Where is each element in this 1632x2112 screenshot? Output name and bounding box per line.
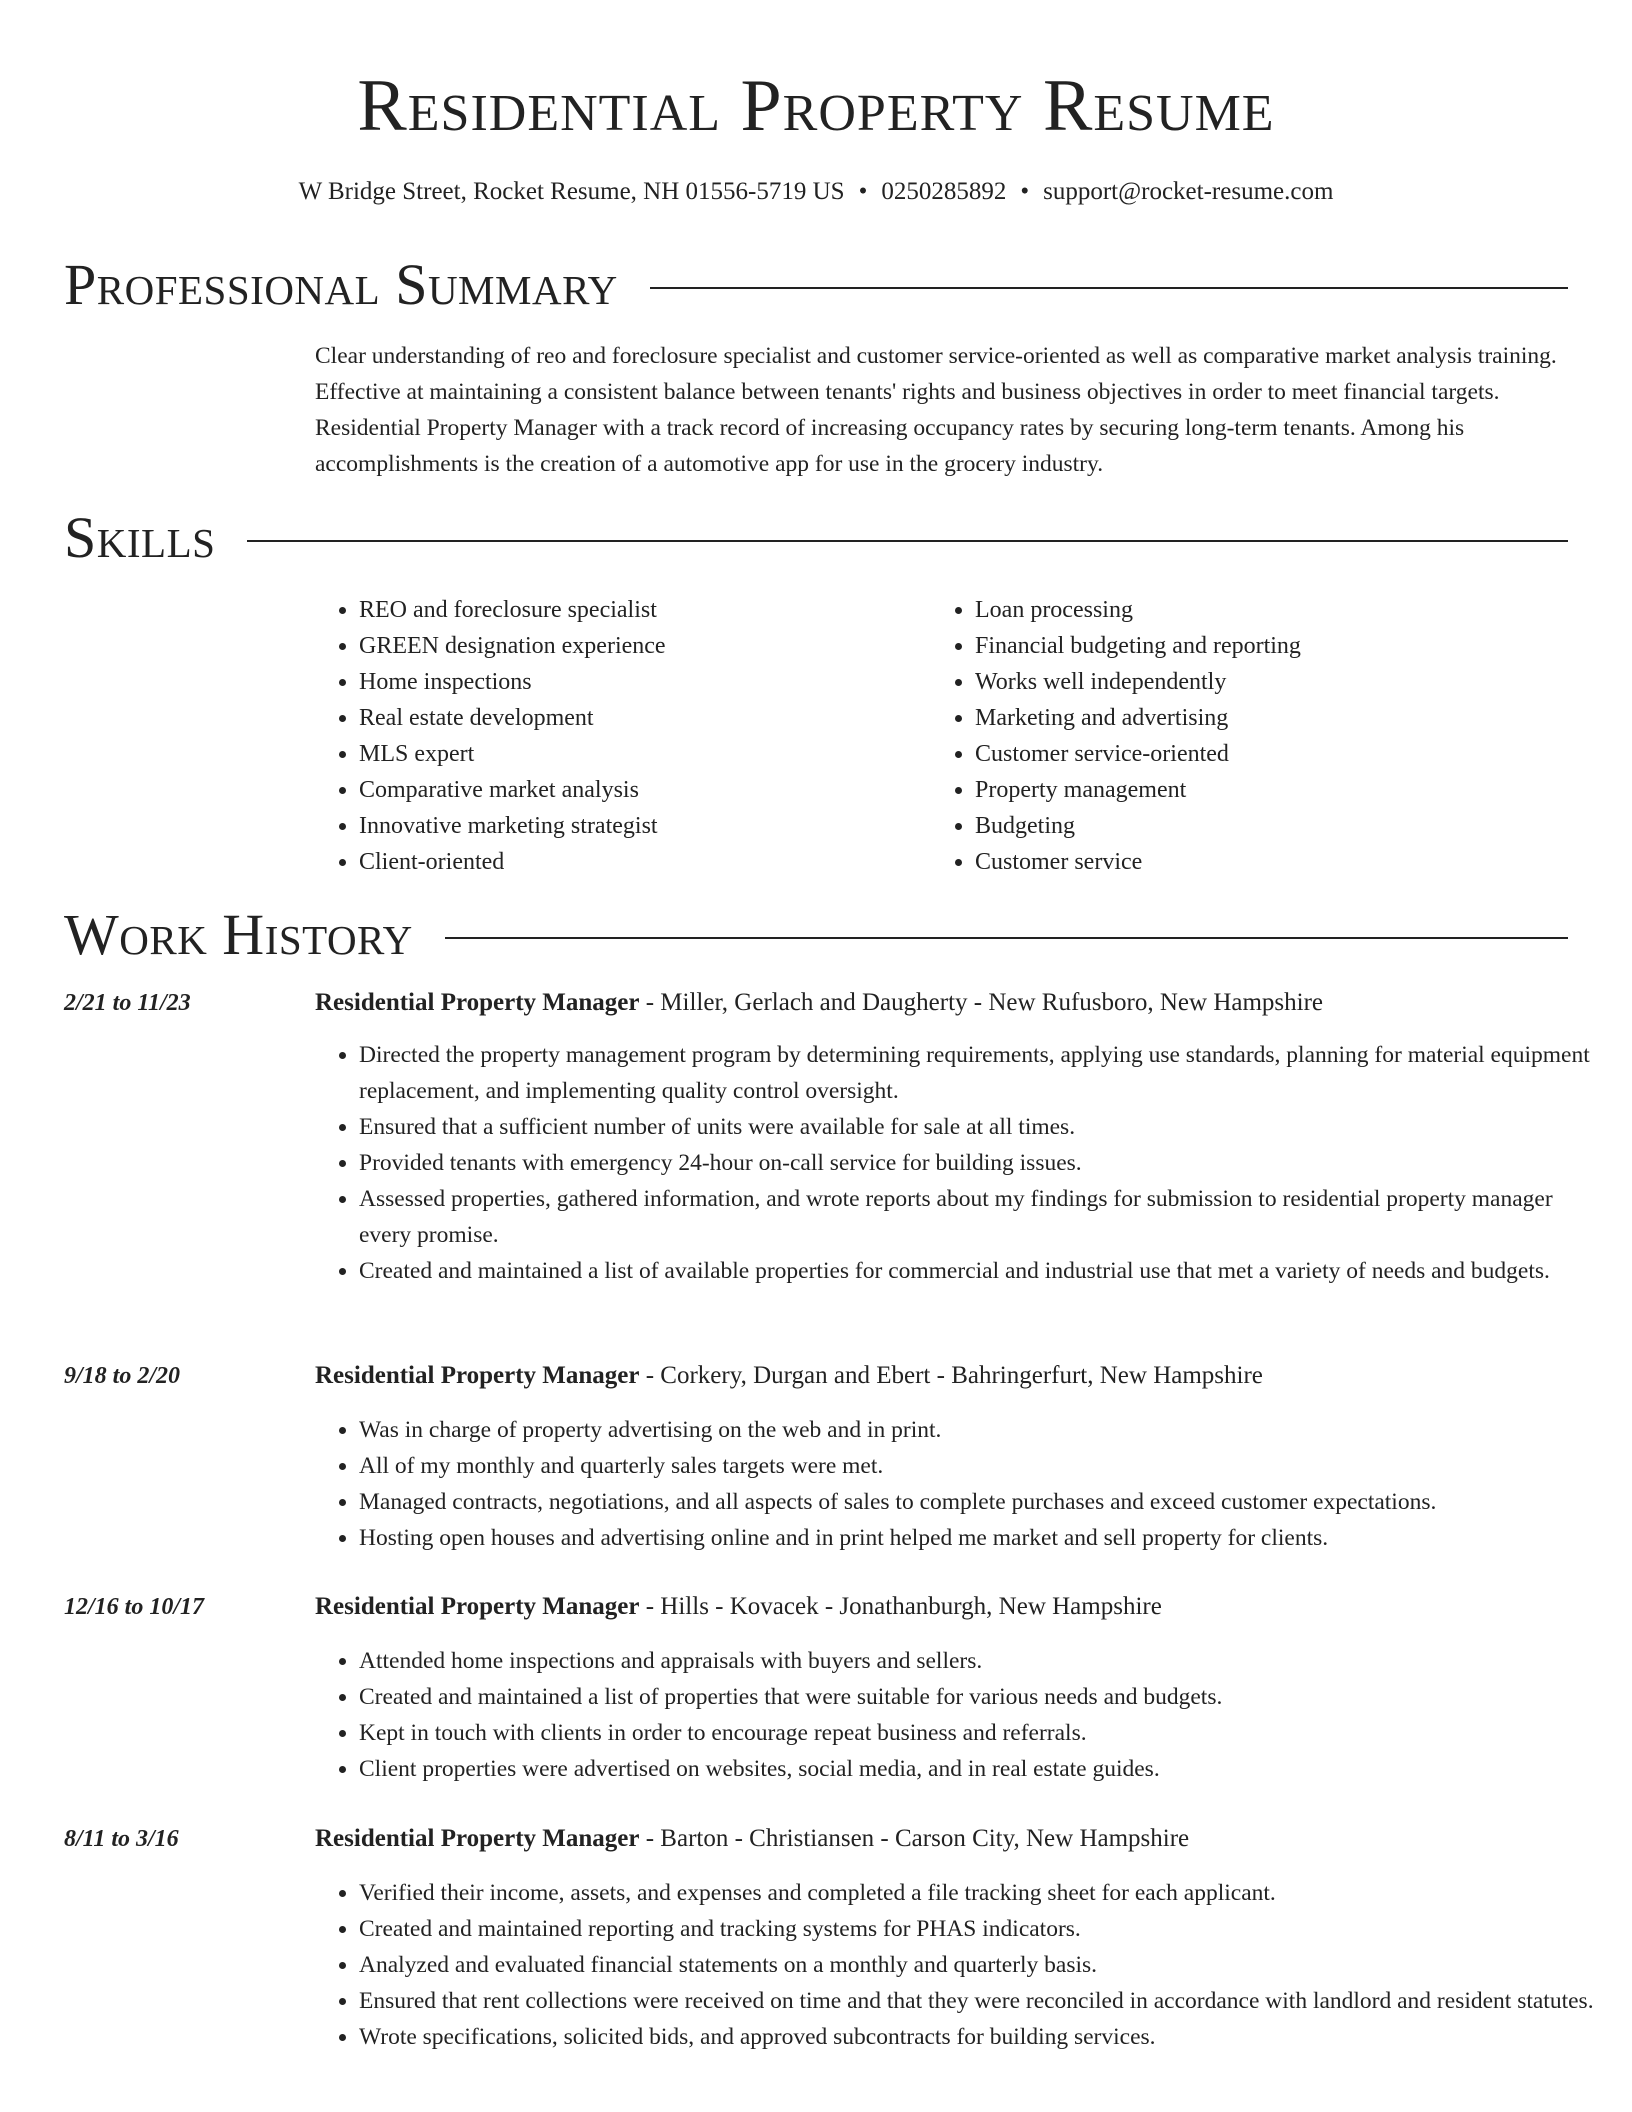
skill-item: • Marketing and advertising	[975, 700, 1615, 736]
contact-separator: •	[1020, 178, 1030, 205]
skills-list-right	[931, 592, 1615, 880]
job-title-line	[315, 1589, 1568, 1625]
job-bullet: • Assessed properties, gathered information, and wrote reports about my findings for submission to residential property manager every promise.	[359, 1181, 1612, 1253]
job-bullet: • Attended home inspections and appraisals with buyers and sellers.	[359, 1643, 1612, 1679]
job-dates: 2/21 to 11/23	[64, 990, 191, 1016]
job-bullet: • Created and maintained reporting and tracking systems for PHAS indicators.	[359, 1911, 1612, 1947]
contact-phone: 0250285892	[881, 178, 1007, 205]
job-bullet: • Created and maintained a list of available properties for commercial and industrial use that met a variety of needs and budgets.	[359, 1253, 1612, 1289]
skill-item: • Comparative market analysis	[359, 772, 919, 808]
summary-section-header	[64, 253, 1568, 317]
skill-item: • Innovative marketing strategist	[359, 808, 919, 844]
work-section-header	[64, 903, 1568, 967]
skill-item: • Loan processing	[975, 592, 1615, 628]
contact-email: support@rocket-resume.com	[1043, 178, 1334, 205]
skill-item: • GREEN designation experience	[359, 628, 919, 664]
job-bullet: • Provided tenants with emergency 24-hour on-call service for building issues.	[359, 1145, 1612, 1181]
section-divider	[650, 287, 1568, 289]
job-bullets	[315, 1643, 1612, 1787]
job-bullet: • Wrote specifications, solicited bids, and approved subcontracts for building services.	[359, 2019, 1612, 2055]
job-role: Residential Property Manager	[315, 989, 640, 1016]
job-bullet: • Client properties were advertised on websites, social media, and in real estate guides.	[359, 1751, 1612, 1787]
resume-title: Residential Property Resume	[357, 65, 1275, 147]
section-divider	[247, 540, 1568, 542]
job-employer: - Hills - Kovacek - Jonathanburgh, New Hampshire	[639, 1593, 1162, 1620]
job-bullet: • All of my monthly and quarterly sales targets were met.	[359, 1448, 1612, 1484]
job-bullets	[315, 1412, 1612, 1556]
work-heading: Work History	[64, 902, 413, 967]
section-divider	[445, 937, 1568, 939]
job-title-line	[315, 1358, 1568, 1394]
job-employer: - Barton - Christiansen - Carson City, New Hampshire	[639, 1825, 1190, 1852]
contact-line	[0, 176, 1632, 208]
job-bullet: • Ensured that a sufficient number of units were available for sale at all times.	[359, 1109, 1612, 1145]
skill-item: • Financial budgeting and reporting	[975, 628, 1615, 664]
skill-item: • Home inspections	[359, 664, 919, 700]
summary-text: Clear understanding of reo and foreclosure specialist and customer service-oriented as well as comparative market analysis training. Effective at maintaining a consistent balance between tenants' rights and business objectives in order to meet financial targets. Residential Property Manager with a track record of increasing occupancy rates by securing long-term tenants. Among his accomplishments is the creation of a automotive app for use in the grocery industry.	[315, 343, 1557, 477]
job-role: Residential Property Manager	[315, 1362, 640, 1389]
job-bullet: • Kept in touch with clients in order to encourage repeat business and referrals.	[359, 1715, 1612, 1751]
skill-item: • Budgeting	[975, 808, 1615, 844]
job-role: Residential Property Manager	[315, 1593, 640, 1620]
job-bullet: • Managed contracts, negotiations, and all aspects of sales to complete purchases and exceed customer expectations.	[359, 1484, 1612, 1520]
skill-item: • REO and foreclosure specialist	[359, 592, 919, 628]
skills-heading: Skills	[64, 505, 216, 570]
job-dates: 12/16 to 10/17	[64, 1594, 205, 1620]
job-bullet: • Hosting open houses and advertising online and in print helped me market and sell property for clients.	[359, 1520, 1612, 1556]
contact-separator: •	[858, 178, 868, 205]
job-bullets	[315, 1875, 1612, 2055]
job-bullet: • Directed the property management program by determining requirements, applying use standards, planning for material equipment replacement, and implementing quality control oversight.	[359, 1037, 1612, 1109]
skill-item: • Customer service	[975, 844, 1615, 880]
job-bullets	[315, 1037, 1612, 1289]
job-bullet: • Analyzed and evaluated financial statements on a monthly and quarterly basis.	[359, 1947, 1612, 1983]
skill-item: • Works well independently	[975, 664, 1615, 700]
job-dates: 9/18 to 2/20	[64, 1363, 181, 1389]
summary-heading: Professional Summary	[64, 252, 618, 317]
skills-list-left	[315, 592, 919, 880]
job-role: Residential Property Manager	[315, 1825, 640, 1852]
skill-item: • Real estate development	[359, 700, 919, 736]
skill-item: • MLS expert	[359, 736, 919, 772]
job-bullet: • Was in charge of property advertising on the web and in print.	[359, 1412, 1612, 1448]
job-bullet: • Created and maintained a list of properties that were suitable for various needs and budgets.	[359, 1679, 1612, 1715]
job-bullet: • Ensured that rent collections were received on time and that they were reconciled in accordance with landlord and resident statutes.	[359, 1983, 1612, 2019]
contact-address: W Bridge Street, Rocket Resume, NH 01556-5719 US	[298, 178, 845, 205]
skill-item: • Property management	[975, 772, 1615, 808]
job-title-line	[315, 985, 1568, 1021]
job-title-line	[315, 1821, 1568, 1857]
skills-section-header	[64, 506, 1568, 570]
job-employer: - Corkery, Durgan and Ebert - Bahringerfurt, New Hampshire	[639, 1362, 1263, 1389]
skill-item: • Customer service-oriented	[975, 736, 1615, 772]
skill-item: • Client-oriented	[359, 844, 919, 880]
job-bullet: • Verified their income, assets, and expenses and completed a file tracking sheet for each applicant.	[359, 1875, 1612, 1911]
job-dates: 8/11 to 3/16	[64, 1826, 179, 1852]
job-employer: - Miller, Gerlach and Daugherty - New Rufusboro, New Hampshire	[639, 989, 1324, 1016]
